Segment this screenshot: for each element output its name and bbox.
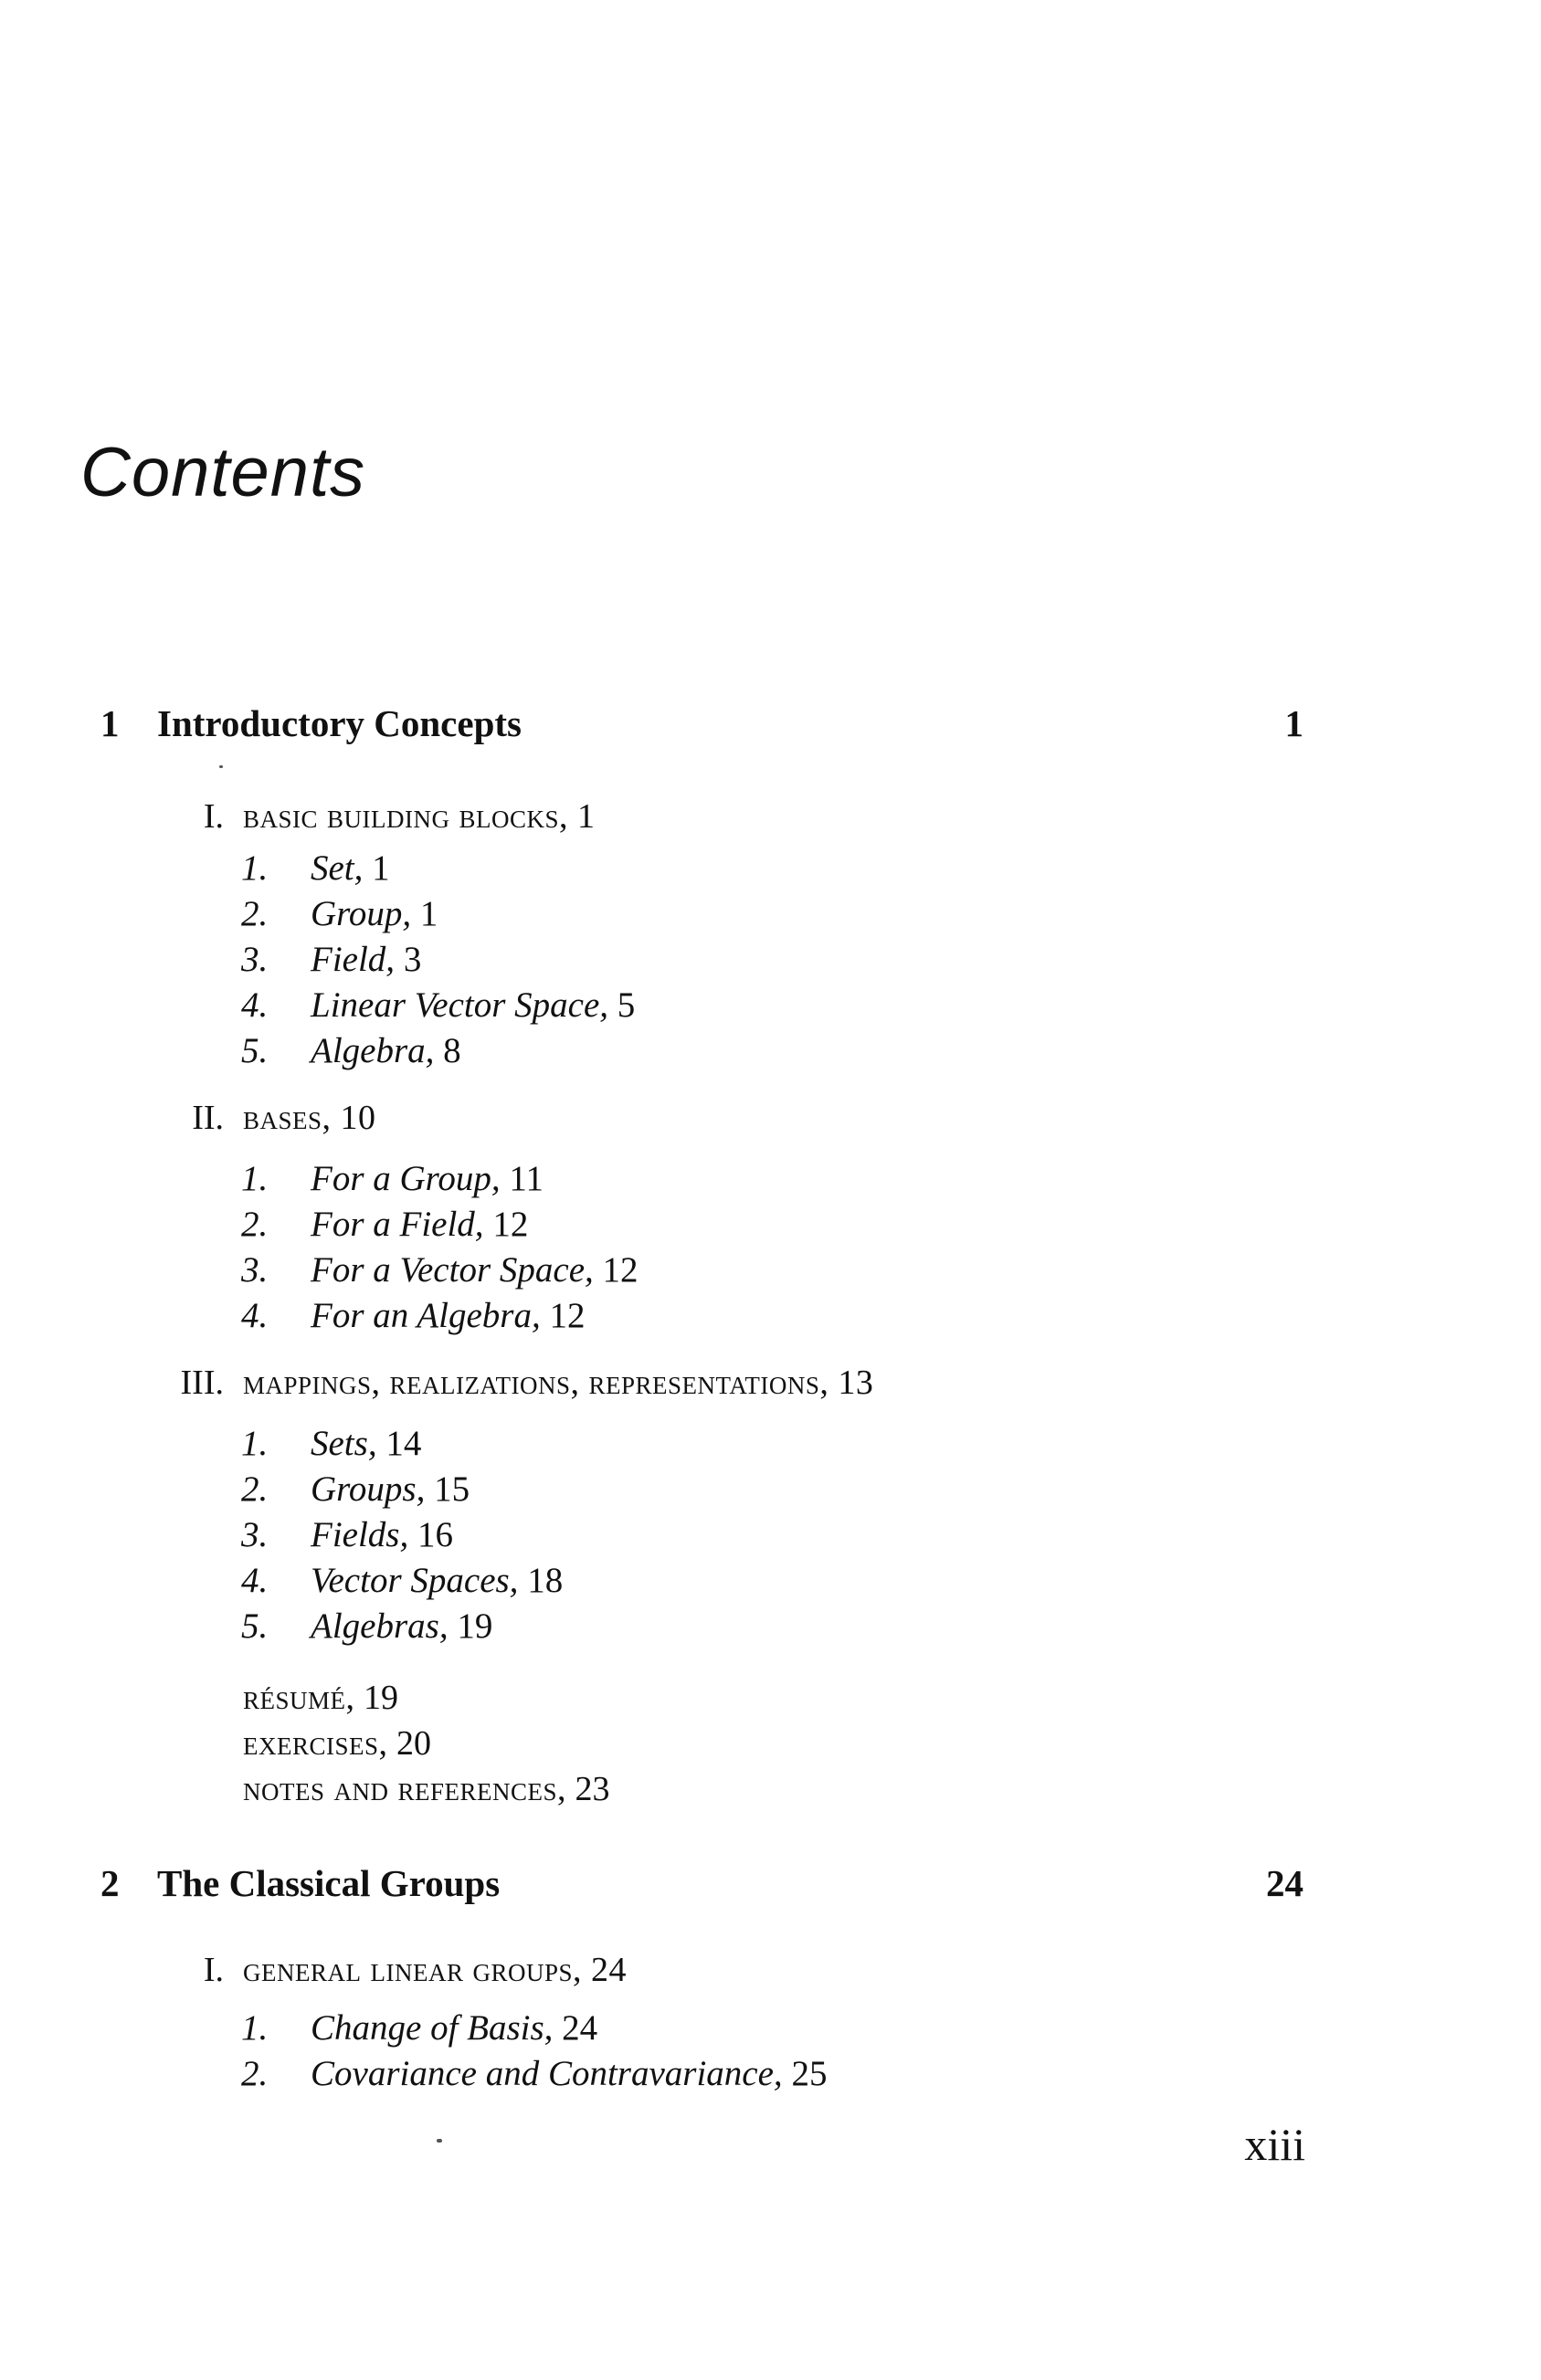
toc-entry[interactable]: [0, 846, 1541, 891]
entry-title: Field,: [311, 940, 396, 979]
entry-title-line: [311, 2051, 827, 2097]
toc-entry[interactable]: [0, 1248, 1541, 1293]
entry-title: Algebra,: [311, 1031, 435, 1070]
section-title-line: [243, 1947, 627, 1993]
toc-entry[interactable]: [0, 1028, 1541, 1074]
entry-number: 1.: [241, 848, 269, 888]
chapter-number: 1: [100, 702, 120, 744]
entry-page: 15: [434, 1469, 470, 1509]
entry-title: Fields,: [311, 1515, 409, 1554]
entry-title-line: [311, 1248, 639, 1293]
chapter-heading[interactable]: [0, 1856, 1541, 1911]
entry-page: 1: [419, 894, 438, 933]
entry-number: 2.: [241, 1469, 269, 1509]
toc-entry[interactable]: [0, 891, 1541, 937]
toc-entry[interactable]: [0, 1293, 1541, 1339]
entry-title-line: [311, 1467, 470, 1512]
entry-title-line: [311, 2006, 597, 2051]
toc-entry[interactable]: [0, 2051, 1541, 2097]
page-title: Contents: [80, 434, 366, 511]
entry-number: 4.: [241, 1296, 269, 1335]
entry-title-line: [311, 1028, 461, 1074]
scan-speck: [437, 2139, 442, 2143]
back-matter-title: notes and references,: [243, 1770, 567, 1808]
section-numeral: III.: [180, 1364, 224, 1402]
entry-page: 25: [791, 2054, 828, 2093]
entry-title: Change of Basis,: [311, 2008, 554, 2048]
section-numeral: I.: [203, 1951, 224, 1989]
entry-title-line: [311, 983, 635, 1028]
entry-number: 2.: [241, 2054, 269, 2093]
toc-entry[interactable]: [0, 1421, 1541, 1467]
entry-title: Sets,: [311, 1424, 377, 1463]
section-title-line: [243, 1095, 376, 1141]
entry-number: 5.: [241, 1031, 269, 1070]
entry-title-line: [311, 891, 438, 937]
entry-page: 12: [602, 1250, 639, 1290]
toc-entry[interactable]: [0, 1558, 1541, 1604]
entry-number: 4.: [241, 1561, 269, 1600]
chapter-title: The Classical Groups: [157, 1862, 501, 1904]
entry-number: 1.: [241, 1159, 269, 1198]
entry-title: Covariance and Contravariance,: [311, 2054, 783, 2093]
entry-number: 4.: [241, 985, 269, 1025]
entry-number: 2.: [241, 1205, 269, 1244]
entry-page: 24: [562, 2008, 598, 2048]
entry-title-line: [311, 1604, 492, 1649]
section-numeral: II.: [192, 1099, 224, 1137]
entry-title: For a Field,: [311, 1205, 484, 1244]
section-heading[interactable]: [0, 1095, 1541, 1141]
entry-title-line: [311, 1293, 585, 1339]
section-heading[interactable]: [0, 1947, 1541, 1993]
entry-title-line: [311, 846, 390, 891]
page-folio: xiii: [1244, 2119, 1305, 2170]
section-page: 24: [591, 1951, 628, 1989]
entry-page: 18: [527, 1561, 564, 1600]
toc-entry[interactable]: [0, 937, 1541, 983]
section-title-line: [243, 794, 596, 839]
toc-back-matter-entry[interactable]: [243, 1766, 610, 1812]
toc-entry[interactable]: [0, 2006, 1541, 2051]
entry-number: 3.: [241, 1515, 269, 1554]
entry-title-line: [311, 1156, 544, 1202]
entry-number: 3.: [241, 940, 269, 979]
toc-back-matter-entry[interactable]: [243, 1721, 431, 1766]
section-page: 10: [340, 1099, 376, 1137]
entry-page: 11: [509, 1159, 544, 1198]
entry-page: 12: [492, 1205, 529, 1244]
back-matter-page: 19: [364, 1679, 399, 1717]
entry-page: 16: [417, 1515, 453, 1554]
back-matter-title: exercises,: [243, 1724, 388, 1763]
section-title-line: [243, 1360, 873, 1406]
entry-title-line: [311, 1421, 421, 1467]
back-matter-page: 20: [396, 1724, 432, 1763]
chapter-page: 24: [1266, 1862, 1304, 1904]
chapter-title: Introductory Concepts: [157, 702, 522, 744]
entry-number: 1.: [241, 1424, 269, 1463]
entry-title: Groups,: [311, 1469, 426, 1509]
chapter-number: 2: [100, 1862, 120, 1904]
toc-entry[interactable]: [0, 1156, 1541, 1202]
entry-page: 1: [372, 848, 390, 888]
entry-page: 5: [617, 985, 636, 1025]
section-page: 1: [577, 797, 596, 836]
scan-speck: [219, 765, 223, 768]
chapter-page: 1: [1284, 702, 1304, 744]
toc-entry[interactable]: [0, 1202, 1541, 1248]
entry-title: For an Algebra,: [311, 1296, 541, 1335]
section-title: bases,: [243, 1099, 332, 1137]
entry-title: Algebras,: [311, 1606, 449, 1646]
entry-title: Vector Spaces,: [311, 1561, 519, 1600]
section-numeral: I.: [203, 797, 224, 836]
chapter-heading[interactable]: [0, 696, 1541, 751]
entry-title-line: [311, 1202, 528, 1248]
entry-title-line: [311, 937, 421, 983]
entry-page: 12: [549, 1296, 586, 1335]
back-matter-page: 23: [575, 1770, 610, 1808]
entry-title: Set,: [311, 848, 364, 888]
entry-page: 14: [385, 1424, 422, 1463]
entry-number: 1.: [241, 2008, 269, 2048]
section-title: basic building blocks,: [243, 797, 569, 836]
entry-title-line: [311, 1512, 453, 1558]
entry-number: 2.: [241, 894, 269, 933]
section-title: mappings, realizations, representations,: [243, 1364, 829, 1402]
section-heading[interactable]: [0, 1360, 1541, 1406]
entry-page: 3: [403, 940, 422, 979]
section-page: 13: [838, 1364, 874, 1402]
entry-number: 5.: [241, 1606, 269, 1646]
entry-page: 19: [457, 1606, 493, 1646]
section-title: general linear groups,: [243, 1951, 583, 1989]
toc-entry[interactable]: [0, 983, 1541, 1028]
entry-title-line: [311, 1558, 563, 1604]
toc-back-matter-entry[interactable]: [243, 1675, 398, 1721]
entry-title: For a Vector Space,: [311, 1250, 594, 1290]
entry-title: Group,: [311, 894, 412, 933]
entry-page: 8: [443, 1031, 461, 1070]
entry-number: 3.: [241, 1250, 269, 1290]
entry-title: For a Group,: [311, 1159, 501, 1198]
back-matter-title: résumé,: [243, 1679, 355, 1717]
section-heading[interactable]: [0, 794, 1541, 839]
toc-entry[interactable]: [0, 1467, 1541, 1512]
toc-entry[interactable]: [0, 1604, 1541, 1649]
toc-entry[interactable]: [0, 1512, 1541, 1558]
entry-title: Linear Vector Space,: [311, 985, 609, 1025]
